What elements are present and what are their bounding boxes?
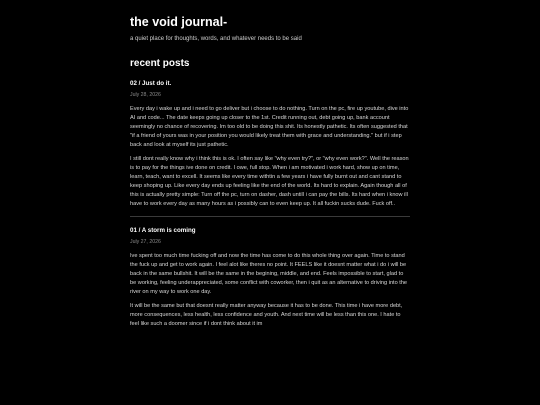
post-paragraph: I still dont really know why i think this is ok. I often say like "why even try?", or "why even work?". Well the reason is to pay for the things ive done on credit. I owe, full stop. When i am motivated i work hard, show up on time, learn, teach, want to excell. It seems like every time withtin a few years i have fully burnt out and cant stand to keep shoping up. Like every day ends up feeling like the end of the world. Its hard to explain. Again though all of this is actually pretty simple: Turn off the pc, turn on dasher, dash untill i can pay the bills. Its hard when i know ill have to work every day as many hours as i possibly can to even keep up. It all fuckin sucks dude. Fuck off.. [130,156,409,207]
journal-page [130,0,410,329]
post-01 [130,227,410,329]
post-body [130,105,410,209]
site-header [130,14,410,43]
post-02 [130,80,410,209]
section-title: recent posts [130,58,190,69]
post-paragraph: Every day i wake up and i need to go deliver but i choose to do nothing. Turn on the pc, fire up youtube, dive into AI and code... The date keeps going up closer to the 1st. Credit running out, debt going up, bank account seemingly no chance of recovering. Im too old to be doing this shit. Its honestly pathetic. Its often suggested that "if a friend of yours was in your position you would likely treat them with grace and understanding." but if i step back and look at myself its just pathetic. [130,106,409,148]
site-title[interactable]: the void journal- [130,15,228,29]
post-date: July 28, 2026 [130,92,161,98]
post-title[interactable]: 02 / Just do it. [130,80,172,87]
site-tagline: a quiet place for thoughts, words, and whatever needs to be said [130,36,302,42]
post-title[interactable]: 01 / A storm is coming [130,227,196,234]
post-paragraph: Ive spent too much time fucking off and now the time has come to do this whole thing over again. Time to stand the fuck up and get to work again. I feel alot like theres no point. It FEELS like it doesnt matter what i do i will be back in the same bullshit. It will be the same in the begining, middle, and end. Feels impossible to start, glad to be working, feeling underappreciated, some conflict with coworker, then i quit as an alternative to driving into the river on my way to work one day. [130,253,408,295]
post-paragraph: It will be the same but that doesnt really matter anyway because it has to be done. This time i have more debt, more consequences, less health, less confidence and youth. And next time will be less than this one. I hate to feel like such a doomer since if i dont think about it im [130,303,403,327]
post-body [130,252,410,329]
post-date: July 27, 2026 [130,239,161,245]
post-divider [130,216,410,217]
